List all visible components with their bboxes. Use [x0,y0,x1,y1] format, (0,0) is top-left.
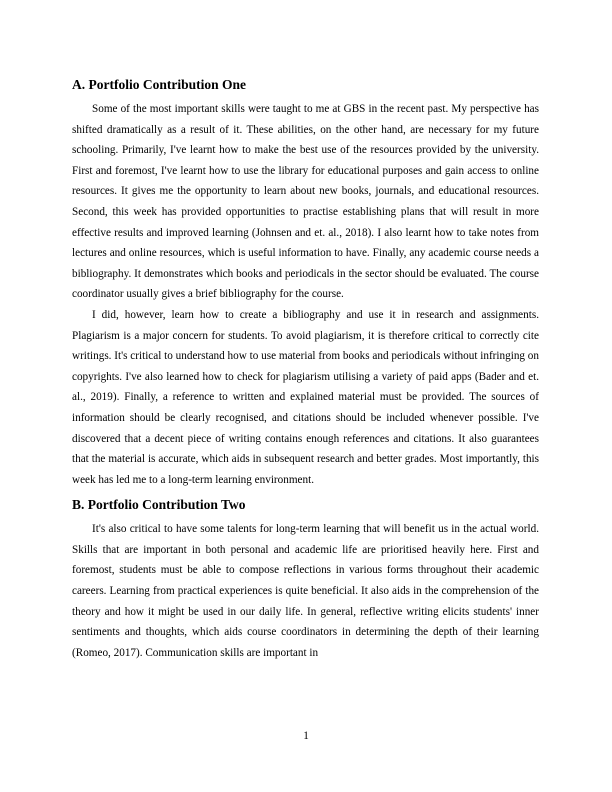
page-number: 1 [303,730,309,742]
section-heading-portfolio-contribution-one: A. Portfolio Contribution One [72,77,246,92]
paragraph: I did, however, learn how to create a bibliography and use it in research and assignments. Plagiarism is a major concern for students. To avoid plagiarism, it is therefore critical to correctly cite writings. It's critical to understand how to use material from books and periodicals without infringing on copyrights. I've also learned how to check for plagiarism utilising a variety of paid apps (Bader and et. al., 2019). Finally, a reference to written and explained material must be provided. The sources of information should be clearly recognised, and citations should be included whenever possible. I've discovered that a decent piece of writing contains enough references and citations. It also guarantees that the material is accurate, which aids in subsequent research and better grades. Most importantly, this week has led me to a long-term learning environment. [72,308,539,486]
paragraph: It's also critical to have some talents for long-term learning that will benefit us in the actual world. Skills that are important in both personal and academic life are prioritised heavily here. First and foremost, students must be able to compose reflections in various forms throughout their academic careers. Learning from practical experiences is quite beneficial. It also aids in the comprehension of the theory and how it might be used in our daily life. In general, reflective writing elicits students' inner sentiments and thoughts, which aids course coordinators in determining the depth of their learning (Romeo, 2017). Communication skills are important in [72,523,539,659]
paragraph: Some of the most important skills were taught to me at GBS in the recent past. My perspective has shifted dramatically as a result of it. These abilities, on the other hand, are necessary for my future schooling. Primarily, I've learnt how to make the best use of the resources provided by the university. First and foremost, I've learnt how to use the library for educational purposes and gain access to online resources. It gives me the opportunity to learn about new books, journals, and educational resources. Second, this week has provided opportunities to practise establishing plans that will result in more effective results and improved learning (Johnsen and et. al., 2018). I also learnt how to take notes from lectures and online resources, which is useful information to have. Finally, any academic course needs a bibliography. It demonstrates which books and periodicals in the sector should be evaluated. The course coordinator usually gives a brief bibliography for the course. [72,103,539,301]
section-heading-portfolio-contribution-two: B. Portfolio Contribution Two [72,497,246,513]
document-page [72,76,539,663]
